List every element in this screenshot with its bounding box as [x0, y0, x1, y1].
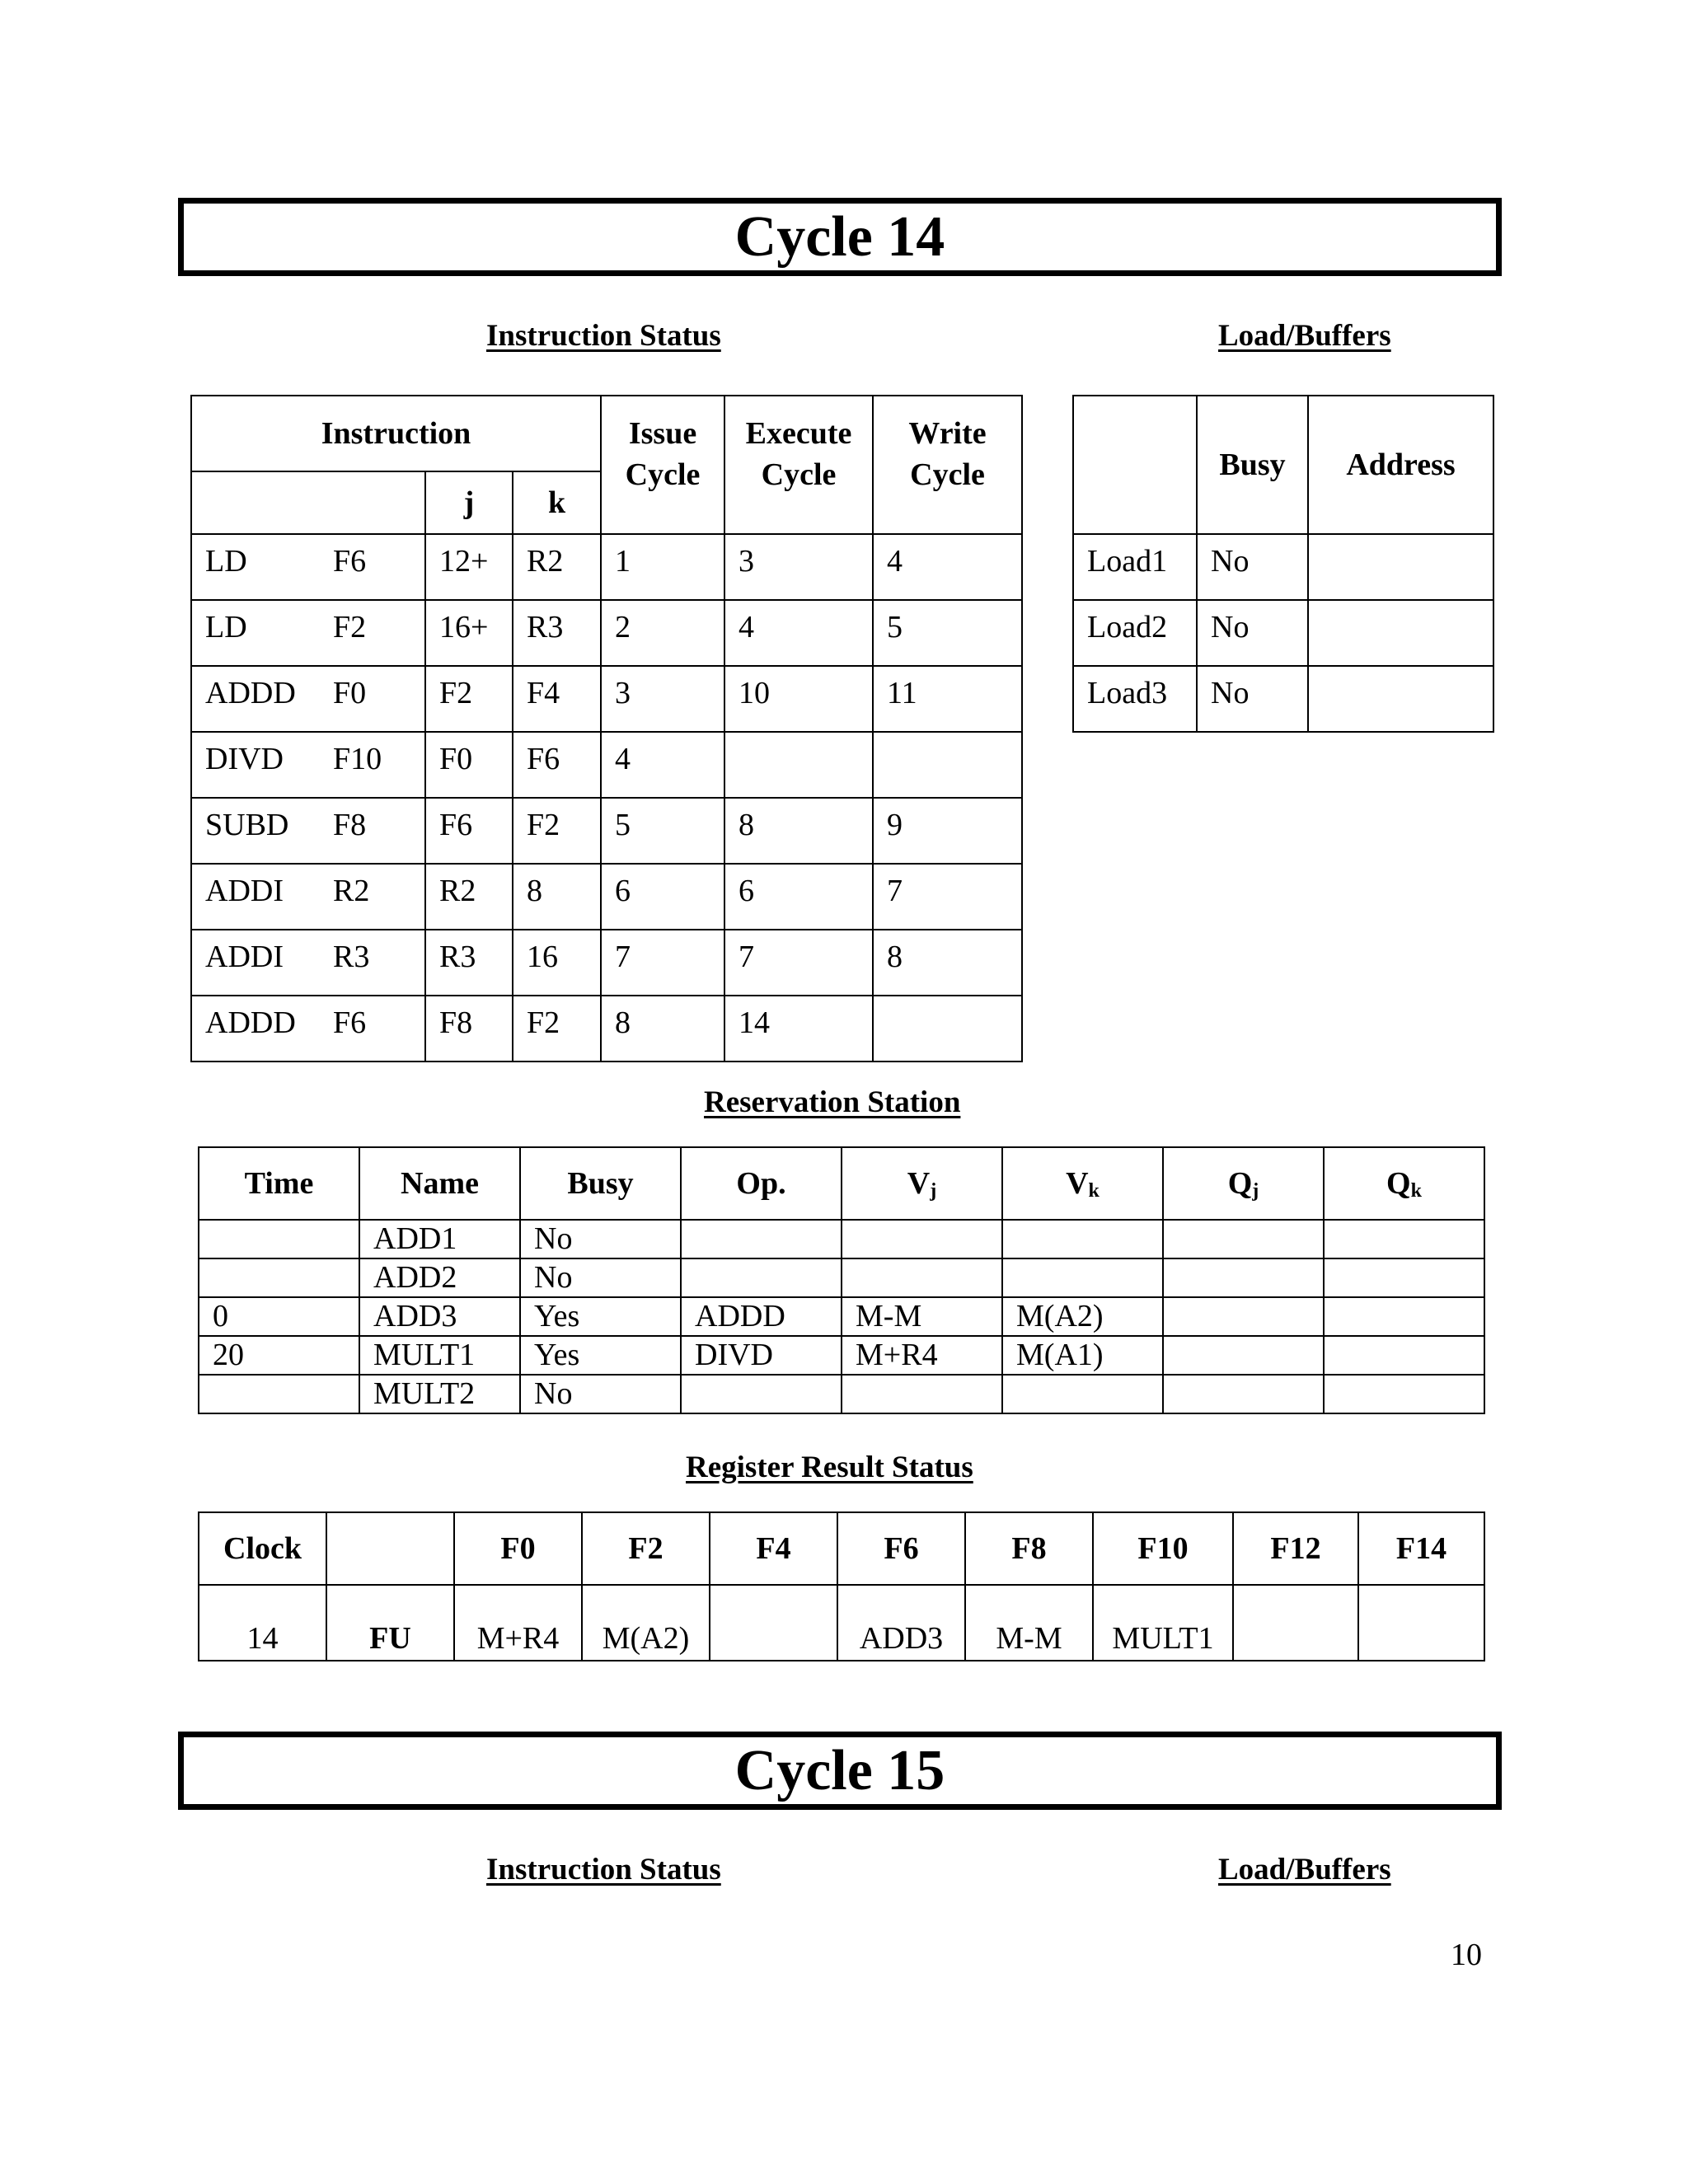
rs-busy-header: Busy	[520, 1147, 681, 1220]
rs-row	[199, 1220, 1484, 1258]
instruction-dest: F8	[333, 808, 367, 842]
clock-header: Clock	[199, 1512, 326, 1585]
instruction-row	[191, 600, 1022, 666]
cycle-14-title: Cycle 14	[178, 198, 1502, 276]
issue-cell: 1	[601, 534, 724, 600]
load-buffers-table	[1072, 395, 1494, 733]
load-name-cell: Load1	[1073, 534, 1197, 600]
write-cell	[873, 996, 1022, 1062]
register-value: M(A2)	[582, 1585, 710, 1661]
register-value: ADD3	[837, 1585, 965, 1661]
write-cell: 4	[873, 534, 1022, 600]
page-number: 10	[1451, 1938, 1482, 1972]
rs-vj-cell	[842, 1220, 1002, 1258]
rs-name-header: Name	[359, 1147, 520, 1220]
rs-qj-cell	[1163, 1220, 1324, 1258]
k-header: k	[513, 471, 601, 534]
register-value	[710, 1585, 837, 1661]
rs-time-cell	[199, 1258, 359, 1297]
rs-busy-cell: No	[520, 1375, 681, 1413]
write-cell: 8	[873, 930, 1022, 996]
rs-op-cell: DIVD	[681, 1336, 842, 1375]
load-busy-cell: No	[1197, 534, 1308, 600]
j-header: j	[425, 471, 513, 534]
rs-row	[199, 1297, 1484, 1336]
cycle-15-title: Cycle 15	[178, 1732, 1502, 1810]
execute-cell: 4	[724, 600, 873, 666]
instruction-opcode: ADDD	[205, 1005, 296, 1040]
rs-op-cell	[681, 1375, 842, 1413]
rs-qk-cell	[1324, 1375, 1484, 1413]
reservation-station-table	[198, 1146, 1485, 1414]
instruction-header: Instruction	[191, 396, 601, 471]
instruction-row	[191, 930, 1022, 996]
load-buffer-row	[1073, 534, 1493, 600]
instruction-dest: F2	[333, 610, 367, 644]
load-address-cell	[1308, 666, 1493, 732]
issue-cell: 3	[601, 666, 724, 732]
execute-cell: 10	[724, 666, 873, 732]
instruction-opcode: DIVD	[205, 742, 284, 776]
load-address-header: Address	[1308, 396, 1493, 534]
rs-vk-cell	[1002, 1220, 1163, 1258]
write-cell	[873, 732, 1022, 798]
load-buffers-title: Load/Buffers	[1218, 319, 1391, 353]
issue-cell: 5	[601, 798, 724, 864]
rs-qk-cell	[1324, 1258, 1484, 1297]
execute-cell: 6	[724, 864, 873, 930]
rs-vk-cell	[1002, 1258, 1163, 1297]
load-name-cell: Load2	[1073, 600, 1197, 666]
rs-vk-cell: M(A1)	[1002, 1336, 1163, 1375]
execute-cell: 3	[724, 534, 873, 600]
register-header: F12	[1233, 1512, 1358, 1585]
rs-vk-header: $V_k$	[1002, 1147, 1163, 1220]
issue-cell: 4	[601, 732, 724, 798]
rs-time-cell	[199, 1220, 359, 1258]
instruction-cell	[191, 534, 425, 600]
j-cell: F6	[425, 798, 513, 864]
instruction-row	[191, 798, 1022, 864]
rs-time-cell: 0	[199, 1297, 359, 1336]
register-header: F6	[837, 1512, 965, 1585]
execute-cell: 8	[724, 798, 873, 864]
j-cell: 16+	[425, 600, 513, 666]
register-value	[1358, 1585, 1484, 1661]
rs-op-cell	[681, 1258, 842, 1297]
j-cell: R3	[425, 930, 513, 996]
rs-name-cell: MULT1	[359, 1336, 520, 1375]
j-cell: F2	[425, 666, 513, 732]
write-cell: 5	[873, 600, 1022, 666]
instruction-dest: F6	[333, 544, 367, 579]
instruction-row	[191, 666, 1022, 732]
register-header: F10	[1093, 1512, 1233, 1585]
rs-qj-cell	[1163, 1258, 1324, 1297]
load-busy-cell: No	[1197, 666, 1308, 732]
fu-blank-header	[326, 1512, 454, 1585]
write-cell: 9	[873, 798, 1022, 864]
rs-vj-header: $V_j$	[842, 1147, 1002, 1220]
j-cell: F8	[425, 996, 513, 1062]
issue-cycle-header: Issue Cycle	[601, 396, 724, 534]
rs-busy-cell: Yes	[520, 1297, 681, 1336]
k-cell: R3	[513, 600, 601, 666]
rs-op-cell	[681, 1220, 842, 1258]
issue-cell: 2	[601, 600, 724, 666]
rs-qk-cell	[1324, 1220, 1484, 1258]
instruction-cell	[191, 600, 425, 666]
k-cell: R2	[513, 534, 601, 600]
instruction-dest: R2	[333, 874, 370, 908]
instruction-cell	[191, 930, 425, 996]
instruction-row	[191, 732, 1022, 798]
instruction-row	[191, 864, 1022, 930]
instruction-status-title: Instruction Status	[486, 319, 721, 353]
instruction-opcode: LD	[205, 610, 247, 644]
execute-cell: 14	[724, 996, 873, 1062]
rs-row	[199, 1258, 1484, 1297]
instruction-opcode: ADDI	[205, 940, 284, 974]
rs-busy-cell: No	[520, 1220, 681, 1258]
instruction-status-table	[190, 395, 1023, 1062]
rs-op-cell: ADDD	[681, 1297, 842, 1336]
instruction-status-title-15: Instruction Status	[486, 1853, 721, 1886]
rs-qj-header: $Q_j$	[1163, 1147, 1324, 1220]
execute-cell: 7	[724, 930, 873, 996]
rs-qj-cell	[1163, 1297, 1324, 1336]
issue-cell: 7	[601, 930, 724, 996]
k-cell: F4	[513, 666, 601, 732]
issue-cell: 6	[601, 864, 724, 930]
load-busy-cell: No	[1197, 600, 1308, 666]
register-result-status-title: Register Result Status	[686, 1451, 973, 1484]
rs-busy-cell: Yes	[520, 1336, 681, 1375]
rs-time-cell: 20	[199, 1336, 359, 1375]
j-cell: R2	[425, 864, 513, 930]
fu-label: FU	[326, 1585, 454, 1661]
rs-vj-cell: M-M	[842, 1297, 1002, 1336]
j-cell: 12+	[425, 534, 513, 600]
register-header: F0	[454, 1512, 582, 1585]
load-buffer-row	[1073, 666, 1493, 732]
write-cell: 11	[873, 666, 1022, 732]
rs-name-cell: ADD1	[359, 1220, 520, 1258]
load-name-cell: Load3	[1073, 666, 1197, 732]
j-cell: F0	[425, 732, 513, 798]
rs-vj-cell: M+R4	[842, 1336, 1002, 1375]
rs-row	[199, 1375, 1484, 1413]
load-busy-header: Busy	[1197, 396, 1308, 534]
rs-qj-cell	[1163, 1336, 1324, 1375]
execute-cycle-header: Execute Cycle	[724, 396, 873, 534]
rs-name-cell: ADD2	[359, 1258, 520, 1297]
k-cell: 16	[513, 930, 601, 996]
load-name-header	[1073, 396, 1197, 534]
instruction-cell	[191, 996, 425, 1062]
instruction-dest: F0	[333, 676, 367, 710]
reservation-station-title: Reservation Station	[704, 1085, 961, 1119]
rs-vj-cell	[842, 1258, 1002, 1297]
instruction-dest: R3	[333, 940, 370, 974]
rs-busy-cell: No	[520, 1258, 681, 1297]
register-value: M+R4	[454, 1585, 582, 1661]
instruction-row	[191, 534, 1022, 600]
load-buffers-title-15: Load/Buffers	[1218, 1853, 1391, 1886]
clock-value: 14	[199, 1585, 326, 1661]
rs-qj-cell	[1163, 1375, 1324, 1413]
register-result-table	[198, 1511, 1485, 1661]
instruction-opcode: LD	[205, 544, 247, 579]
write-cycle-header: Write Cycle	[873, 396, 1022, 534]
instruction-dest: F6	[333, 1005, 367, 1040]
instruction-cell	[191, 864, 425, 930]
rs-qk-header: $Q_k$	[1324, 1147, 1484, 1220]
instruction-opcode: ADDI	[205, 874, 284, 908]
register-value: MULT1	[1093, 1585, 1233, 1661]
instruction-blank-header	[191, 471, 425, 534]
k-cell: F2	[513, 798, 601, 864]
register-header: F8	[965, 1512, 1093, 1585]
rs-qk-cell	[1324, 1336, 1484, 1375]
load-address-cell	[1308, 600, 1493, 666]
instruction-opcode: SUBD	[205, 808, 289, 842]
k-cell: 8	[513, 864, 601, 930]
instruction-row	[191, 996, 1022, 1062]
load-buffer-row	[1073, 600, 1493, 666]
execute-cell	[724, 732, 873, 798]
write-cell: 7	[873, 864, 1022, 930]
rs-qk-cell	[1324, 1297, 1484, 1336]
issue-cell: 8	[601, 996, 724, 1062]
rs-row	[199, 1336, 1484, 1375]
rs-time-header: Time	[199, 1147, 359, 1220]
rs-name-cell: MULT2	[359, 1375, 520, 1413]
instruction-cell	[191, 732, 425, 798]
rs-vj-cell	[842, 1375, 1002, 1413]
rs-op-header: Op.	[681, 1147, 842, 1220]
rs-name-cell: ADD3	[359, 1297, 520, 1336]
rs-time-cell	[199, 1375, 359, 1413]
register-header: F2	[582, 1512, 710, 1585]
register-value	[1233, 1585, 1358, 1661]
register-header: F14	[1358, 1512, 1484, 1585]
instruction-cell	[191, 798, 425, 864]
k-cell: F6	[513, 732, 601, 798]
k-cell: F2	[513, 996, 601, 1062]
register-value: M-M	[965, 1585, 1093, 1661]
instruction-opcode: ADDD	[205, 676, 296, 710]
rs-vk-cell: M(A2)	[1002, 1297, 1163, 1336]
instruction-dest: F10	[333, 742, 382, 776]
register-header: F4	[710, 1512, 837, 1585]
load-address-cell	[1308, 534, 1493, 600]
instruction-cell	[191, 666, 425, 732]
rs-vk-cell	[1002, 1375, 1163, 1413]
